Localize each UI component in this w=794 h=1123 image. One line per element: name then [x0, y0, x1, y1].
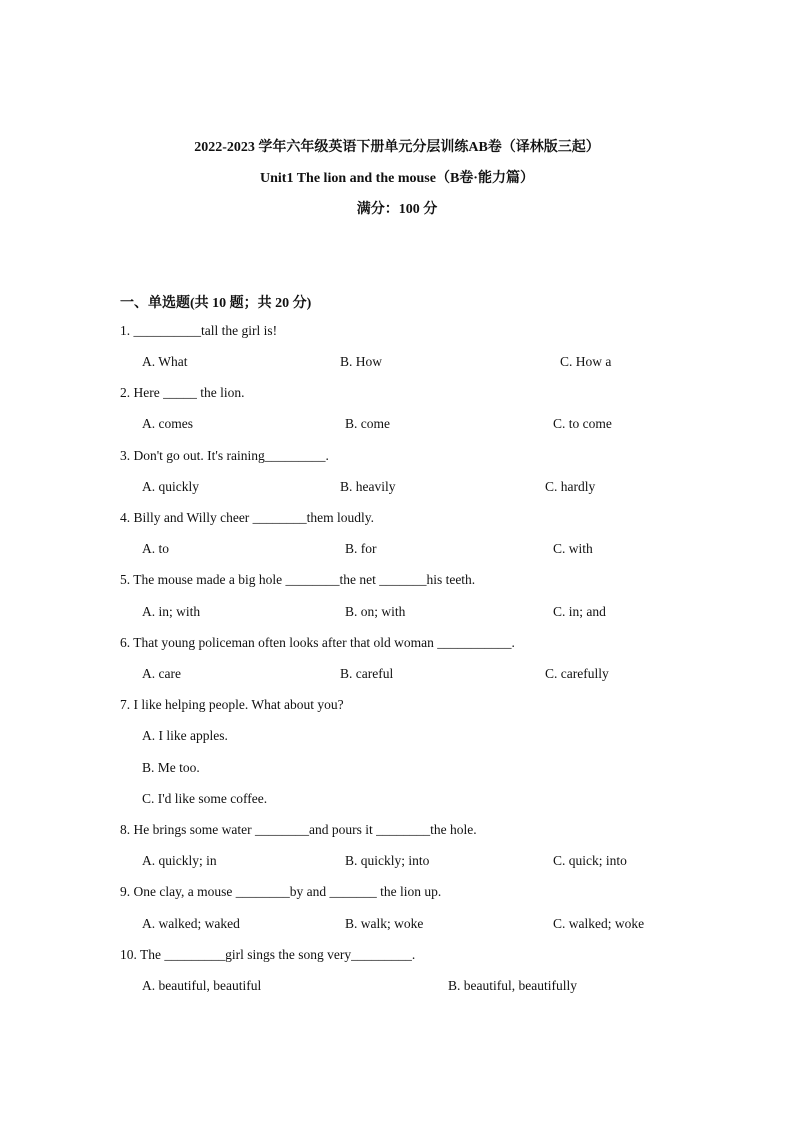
option-b: B. Me too.	[142, 760, 200, 775]
option-b: B. beautiful, beautifully	[448, 978, 577, 993]
option-b: B. walk; woke	[345, 916, 424, 931]
question-stem: 5. The mouse made a big hole ________the net _______his teeth.	[120, 572, 476, 587]
question-stem: 1. __________tall the girl is!	[120, 323, 278, 338]
question-stem: 9. One clay, a mouse ________by and _______ the lion up.	[120, 884, 442, 899]
full-score: 满分：100 分	[356, 202, 438, 217]
option-c: C. to come	[553, 416, 612, 431]
option-c: C. How a	[560, 354, 612, 369]
option-c: C. I'd like some coffee.	[142, 791, 268, 806]
option-a: A. quickly; in	[142, 853, 217, 868]
question-stem: 4. Billy and Willy cheer ________them loudly.	[120, 510, 375, 525]
option-b: B. on; with	[345, 604, 406, 619]
question-stem: 8. He brings some water ________and pours it ________the hole.	[120, 822, 477, 837]
option-c: C. quick; into	[553, 853, 627, 868]
option-c: C. in; and	[553, 604, 606, 619]
option-c: C. carefully	[545, 666, 609, 681]
question-stem: 10. The _________girl sings the song very_________.	[120, 947, 416, 962]
option-a: A. What	[142, 354, 188, 369]
option-a: A. I like apples.	[142, 728, 228, 743]
option-a: A. walked; waked	[142, 916, 240, 931]
option-c: C. hardly	[545, 479, 596, 494]
question-stem: 3. Don't go out. It's raining_________.	[120, 448, 329, 463]
option-a: A. care	[142, 666, 181, 681]
option-a: A. comes	[142, 416, 193, 431]
option-a: A. to	[142, 541, 169, 556]
document-title: 2022-2023 学年六年级英语下册单元分层训练AB卷（译林版三起）	[194, 140, 600, 155]
option-c: C. with	[553, 541, 593, 556]
option-c: C. walked; woke	[553, 916, 645, 931]
option-b: B. come	[345, 416, 390, 431]
option-a: A. beautiful, beautiful	[142, 978, 262, 993]
option-b: B. quickly; into	[345, 853, 430, 868]
option-b: B. heavily	[340, 479, 396, 494]
option-b: B. careful	[340, 666, 394, 681]
document-subtitle: Unit1 The lion and the mouse（B卷·能力篇）	[260, 171, 534, 186]
option-a: A. quickly	[142, 479, 199, 494]
option-a: A. in; with	[142, 604, 201, 619]
option-b: B. How	[340, 354, 383, 369]
section-heading: 一、单选题(共 10 题；共 20 分)	[120, 296, 312, 311]
option-b: B. for	[345, 541, 377, 556]
question-stem: 7. I like helping people. What about you?	[120, 697, 344, 712]
question-stem: 6. That young policeman often looks after that old woman ___________.	[120, 635, 515, 650]
question-stem: 2. Here _____ the lion.	[120, 385, 245, 400]
